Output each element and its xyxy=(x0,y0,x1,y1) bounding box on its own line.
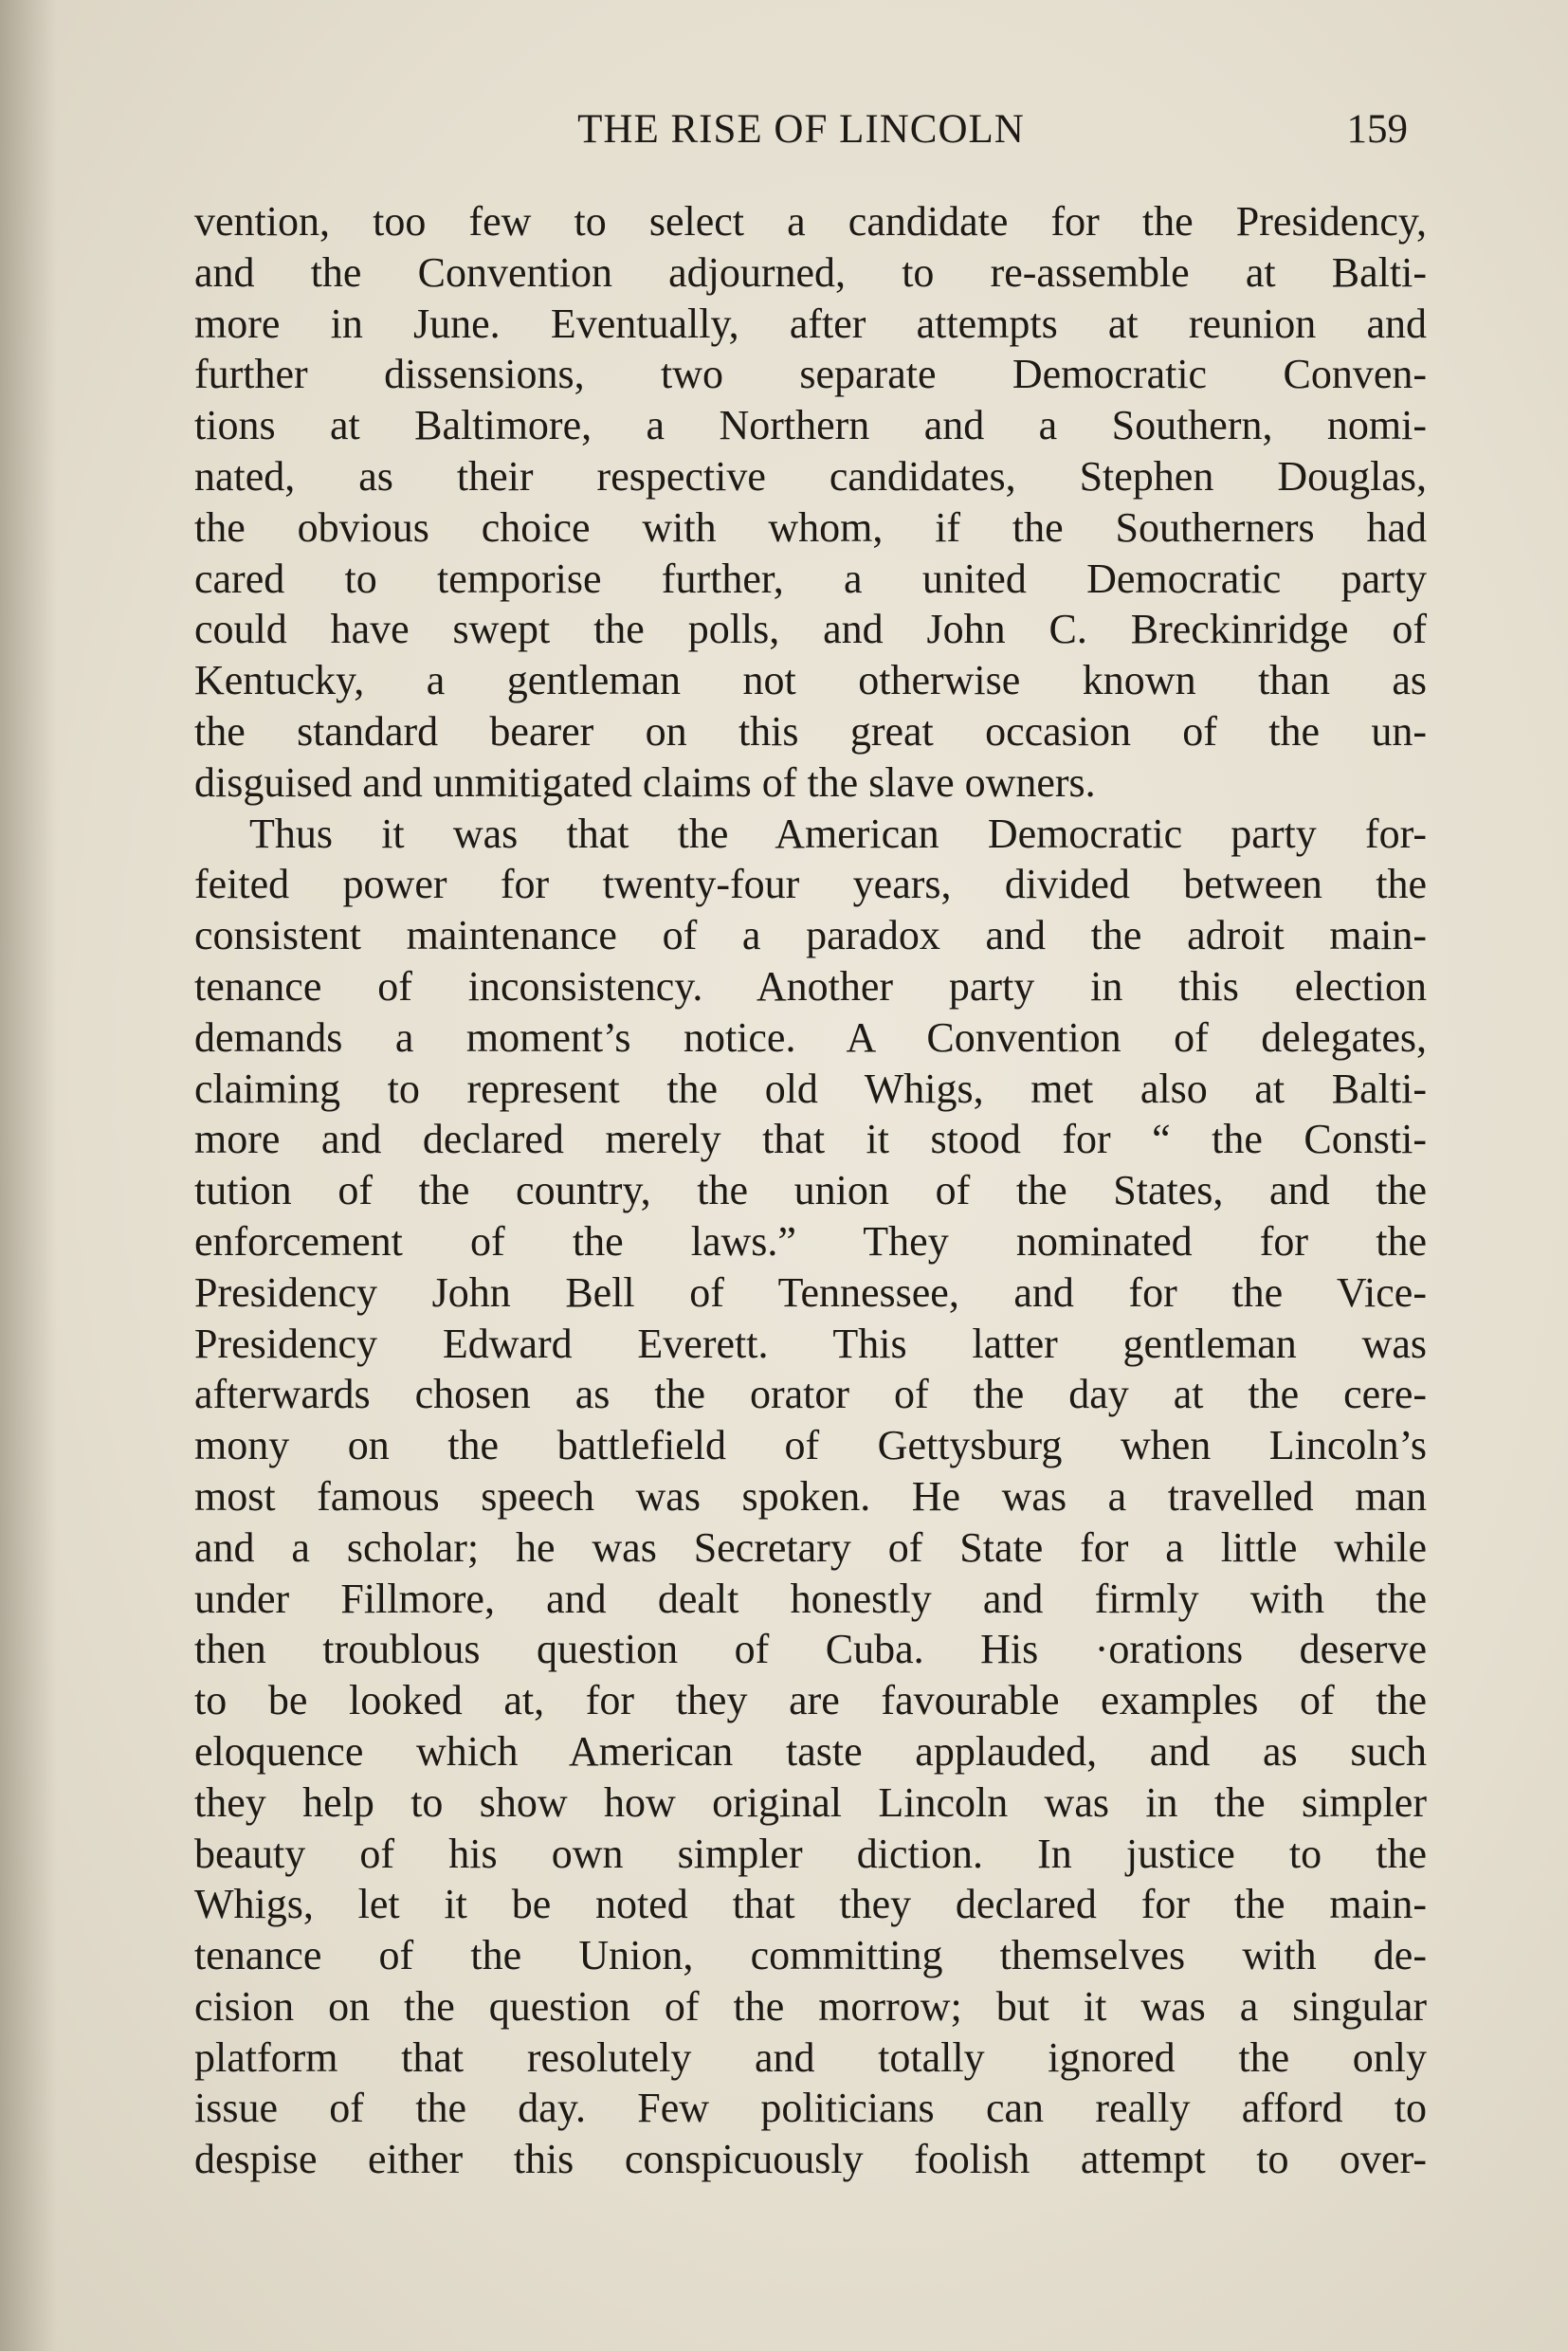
text-line: they help to show how original Lincoln was in the simpler xyxy=(194,1778,1427,1826)
text-line: despise either this conspicuously foolish attempt to over- xyxy=(194,2136,1427,2183)
text-line: and the Convention adjourned, to re-assemble at Balti- xyxy=(194,248,1427,296)
text-line: mony on the battlefield of Gettysburg when Lincoln’s xyxy=(194,1422,1427,1469)
body-text xyxy=(194,196,1427,2185)
text-line: cared to temporise further, a united Democratic party xyxy=(194,555,1427,602)
running-title: THE RISE OF LINCOLN xyxy=(577,107,1025,152)
text-line: tenance of the Union, committing themselves with de- xyxy=(194,1932,1427,1979)
text-line: nated, as their respective candidates, Stephen Douglas, xyxy=(194,452,1427,500)
paragraph xyxy=(194,809,1427,2186)
text-line: beauty of his own simpler diction. In justice to the xyxy=(194,1830,1427,1877)
text-line: enforcement of the laws.” They nominated for the xyxy=(194,1217,1427,1265)
text-line: Whigs, let it be noted that they declared for the main- xyxy=(194,1881,1427,1928)
text-line: consistent maintenance of a paradox and the adroit main- xyxy=(194,912,1427,959)
text-line: more and declared merely that it stood for “ the Consti- xyxy=(194,1116,1427,1163)
text-line: issue of the day. Few politicians can really afford to xyxy=(194,2085,1427,2132)
text-line: Presidency Edward Everett. This latter gentleman was xyxy=(194,1320,1427,1367)
text-line: cision on the question of the morrow; but it was a singular xyxy=(194,1982,1427,2030)
text-line: then troublous question of Cuba. His ·orations deserve xyxy=(194,1626,1427,1673)
text-line: tions at Baltimore, a Northern and a Southern, nomi- xyxy=(194,402,1427,449)
text-line: claiming to represent the old Whigs, met also at Balti- xyxy=(194,1065,1427,1112)
text-line: feited power for twenty-four years, divided between the xyxy=(194,861,1427,908)
text-line: tenance of inconsistency. Another party in this election xyxy=(194,962,1427,1010)
text-line: afterwards chosen as the orator of the day at the cere- xyxy=(194,1371,1427,1418)
text-line: to be looked at, for they are favourable examples of the xyxy=(194,1677,1427,1724)
text-line: tution of the country, the union of the States, and the xyxy=(194,1167,1427,1214)
text-line: disguised and unmitigated claims of the slave owners. xyxy=(194,758,1096,806)
text-line: could have swept the polls, and John C. Breckinridge of xyxy=(194,606,1427,653)
text-line: vention, too few to select a candidate for the Presidency, xyxy=(194,198,1427,245)
text-line: Thus it was that the American Democratic party for- xyxy=(249,810,1427,857)
spine-shadow xyxy=(0,0,57,2351)
text-line: Kentucky, a gentleman not otherwise known than as xyxy=(194,657,1427,704)
text-line: demands a moment’s notice. A Convention of delegates, xyxy=(194,1013,1427,1061)
text-line: more in June. Eventually, after attempts at reunion and xyxy=(194,300,1427,347)
text-line: most famous speech was spoken. He was a travelled man xyxy=(194,1472,1427,1520)
text-line: Presidency John Bell of Tennessee, and for the Vice- xyxy=(194,1268,1427,1316)
text-line: and a scholar; he was Secretary of State for a little while xyxy=(194,1523,1427,1571)
text-line: the standard bearer on this great occasion of the un- xyxy=(194,707,1427,755)
text-line: eloquence which American taste applauded, and as such xyxy=(194,1727,1427,1775)
paragraph xyxy=(194,196,1427,809)
page-header xyxy=(194,106,1408,163)
text-line: platform that resolutely and totally ignored the only xyxy=(194,2033,1427,2081)
page-number: 159 xyxy=(1346,107,1408,152)
text-line: further dissensions, two separate Democratic Conven- xyxy=(194,351,1427,398)
text-line: under Fillmore, and dealt honestly and firmly with the xyxy=(194,1575,1427,1622)
text-line: the obvious choice with whom, if the Southerners had xyxy=(194,503,1427,551)
